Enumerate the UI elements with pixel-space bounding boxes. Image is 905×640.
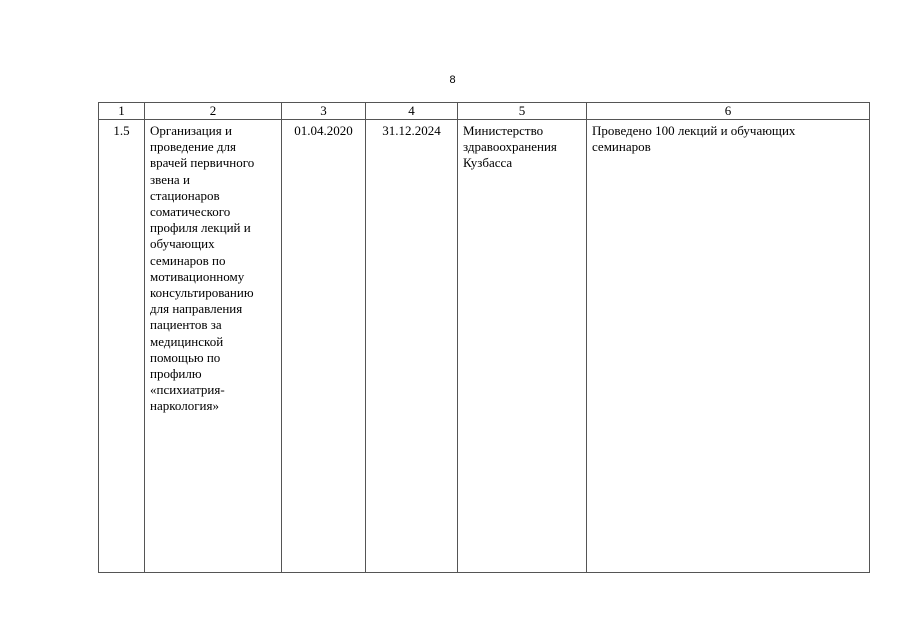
result-cell	[587, 120, 870, 573]
executor-text: Министерство здравоохранения Кузбасса	[463, 123, 557, 171]
column-header-1: 1	[99, 103, 145, 120]
column-header-3: 3	[282, 103, 366, 120]
executor-cell	[458, 120, 587, 573]
column-header-5: 5	[458, 103, 587, 120]
start-date-cell	[282, 120, 366, 573]
activities-table	[98, 102, 870, 573]
end-date-cell	[366, 120, 458, 573]
row-index: 1.5	[113, 123, 130, 138]
activity-text: Организация и проведение для врачей первичного звена и стационаров соматического профиля лекций и обучающих семинаров по мотивационному консультированию для направления пациентов за медицинской помощью по профилю «психиатрия- наркология»	[150, 123, 255, 414]
end-date: 31.12.2024	[382, 123, 441, 138]
column-header-6: 6	[587, 103, 870, 120]
result-text: Проведено 100 лекций и обучающих семинаров	[592, 123, 796, 155]
activity-cell	[145, 120, 282, 573]
table-header-row	[99, 103, 870, 120]
start-date: 01.04.2020	[294, 123, 353, 138]
column-header-4: 4	[366, 103, 458, 120]
row-index-cell	[99, 120, 145, 573]
column-header-2: 2	[145, 103, 282, 120]
page-number: 8	[449, 74, 456, 86]
table-row	[99, 120, 870, 573]
